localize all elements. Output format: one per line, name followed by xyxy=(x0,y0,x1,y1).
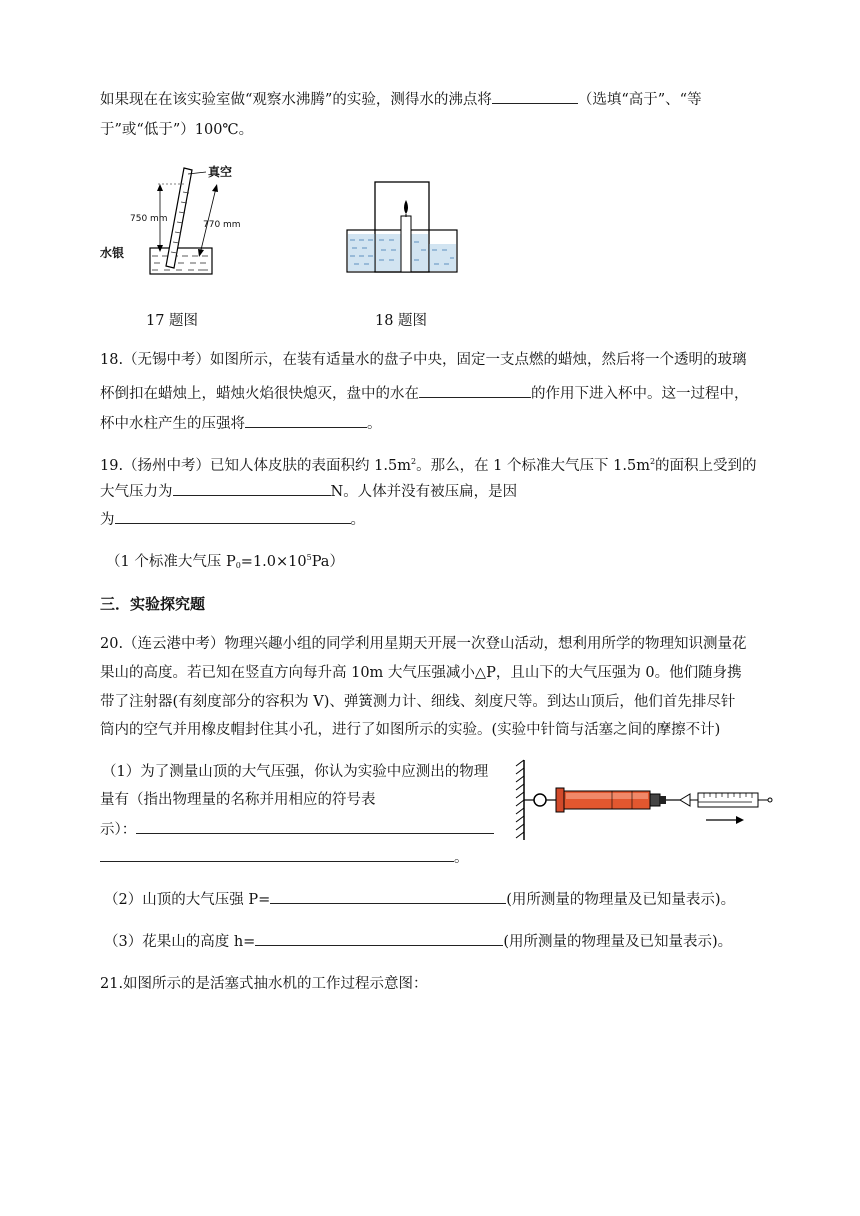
q20-part1-line-2: 量有（指出物理量的名称并用相应的符号表 xyxy=(100,792,376,808)
q18-text: 18.（无锡中考）如图所示，在装有适量水的盘子中央，固定一支点燃的蜡烛，然后将一个透明的玻璃 xyxy=(100,352,747,368)
q20-line-4: 筒内的空气并用橡皮帽封住其小孔，进行了如图所示的实验。(实验中针筒与活塞之间的摩擦不计) xyxy=(100,722,721,738)
q18-answer-blank-2[interactable] xyxy=(245,412,367,428)
q19-text-4b: =1.0×10 xyxy=(240,554,307,570)
q20-part2-answer-blank[interactable] xyxy=(270,888,506,904)
q20-part1-line-3 xyxy=(100,818,494,840)
section-heading: 三．实验探究题 xyxy=(100,595,206,613)
fig17-label-750: 750 mm xyxy=(130,214,168,224)
q20-part1-answer-blank-1[interactable] xyxy=(136,818,494,834)
q19-answer-blank-1[interactable] xyxy=(173,480,331,496)
q19-text-1b: 。那么，在 1 个标准大气压下 1.5m xyxy=(416,458,650,474)
q20-line-3: 带了注射器(有刻度部分的容积为 V)、弹簧测力计、细线、刻度尺等。到达山顶后，他们首先排尽针 xyxy=(100,694,736,710)
q18-line-2 xyxy=(100,382,749,404)
q17-line-1 xyxy=(100,88,702,110)
fig17-label-vacuum: 真空 xyxy=(208,165,233,179)
figure-18-candle-cup xyxy=(342,178,462,278)
q18-answer-blank-1[interactable] xyxy=(419,382,531,398)
q17-text: 如果现在在该实验室做“观察水沸腾”的实验，测得水的沸点将 xyxy=(100,92,492,108)
q20-part2-text-a: （2）山顶的大气压强 P= xyxy=(104,892,271,908)
q17-answer-blank[interactable] xyxy=(492,88,578,104)
q18-text-2a: 杯倒扣在蜡烛上，蜡烛火焰很快熄灭，盘中的水在 xyxy=(100,386,419,402)
figure-18-caption: 18 题图 xyxy=(375,313,428,329)
q17-text-end: 于”或“低于”）100℃。 xyxy=(100,122,254,138)
q20-part3-text-a: （3）花果山的高度 h= xyxy=(104,934,256,950)
q19-sup-2: 2 xyxy=(649,457,656,466)
q17-line-2 xyxy=(100,120,253,140)
q19-sup-3: 5 xyxy=(306,553,312,562)
q20-part3-text-b: (用所测量的物理量及已知量表示)。 xyxy=(503,934,733,950)
q17-text-options: （选填“高于”、“等 xyxy=(577,92,702,108)
q19-text-4c: Pa） xyxy=(311,554,344,570)
q19-line-2 xyxy=(100,480,517,502)
q20-part2-text-b: (用所测量的物理量及已知量表示)。 xyxy=(506,892,736,908)
q20-part2-line xyxy=(104,888,735,910)
q20-part1-line-1: （1）为了测量山顶的大气压强，你认为实验中应测出的物理 xyxy=(102,764,489,780)
q19-sup: 2 xyxy=(410,457,417,466)
q19-text-1c: 的面积上受到的 xyxy=(655,458,757,474)
q19-line-4 xyxy=(106,548,344,576)
q18-line-3 xyxy=(100,412,382,434)
q20-part3-answer-blank[interactable] xyxy=(255,930,503,946)
q20-part1-text-3: 示）： xyxy=(100,822,137,838)
q21-line-1: 21.如图所示的是活塞式抽水机的工作过程示意图： xyxy=(100,976,428,992)
q19-text-4a: （1 个标准大气压 P xyxy=(106,554,236,570)
q20-part3-line xyxy=(104,930,732,952)
q19-text-2a: 大气压力为 xyxy=(100,484,173,500)
q18-text-3b: 。 xyxy=(367,416,382,432)
q19-answer-blank-2[interactable] xyxy=(115,508,351,524)
q19-sub: 0 xyxy=(235,561,241,570)
q18-text-2b: 的作用下进入杯中。这一过程中， xyxy=(531,386,749,402)
q18-text-3a: 杯中水柱产生的压强将 xyxy=(100,416,245,432)
q20-part1-line-4 xyxy=(100,846,469,868)
q20-part1-end: 。 xyxy=(454,850,469,866)
fig17-label-770: 770 mm xyxy=(203,220,241,230)
q19-line-1 xyxy=(100,452,757,476)
q19-line-3 xyxy=(100,508,365,530)
figure-17-caption: 17 题图 xyxy=(146,313,199,329)
q18-line-1 xyxy=(100,350,747,370)
fig17-label-mercury: 水银 xyxy=(100,246,125,260)
q19-text-3b: 。 xyxy=(350,512,365,528)
q20-line-2: 果山的高度。若已知在竖直方向每升高 10m 大气压强减小△P，且山下的大气压强为 0。他们随身携 xyxy=(100,665,742,681)
q19-text-2b: N。人体并没有被压扁，是因 xyxy=(330,484,518,500)
q20-part1-answer-blank-2[interactable] xyxy=(100,846,454,862)
q19-text-3a: 为 xyxy=(100,512,115,528)
figure-20-syringe xyxy=(512,756,774,842)
q19-text-1a: 19.（扬州中考）已知人体皮肤的表面积约 1.5m xyxy=(100,458,411,474)
q20-line-1: 20.（连云港中考）物理兴趣小组的同学利用星期天开展一次登山活动，想利用所学的物理知识测量花 xyxy=(100,636,747,652)
